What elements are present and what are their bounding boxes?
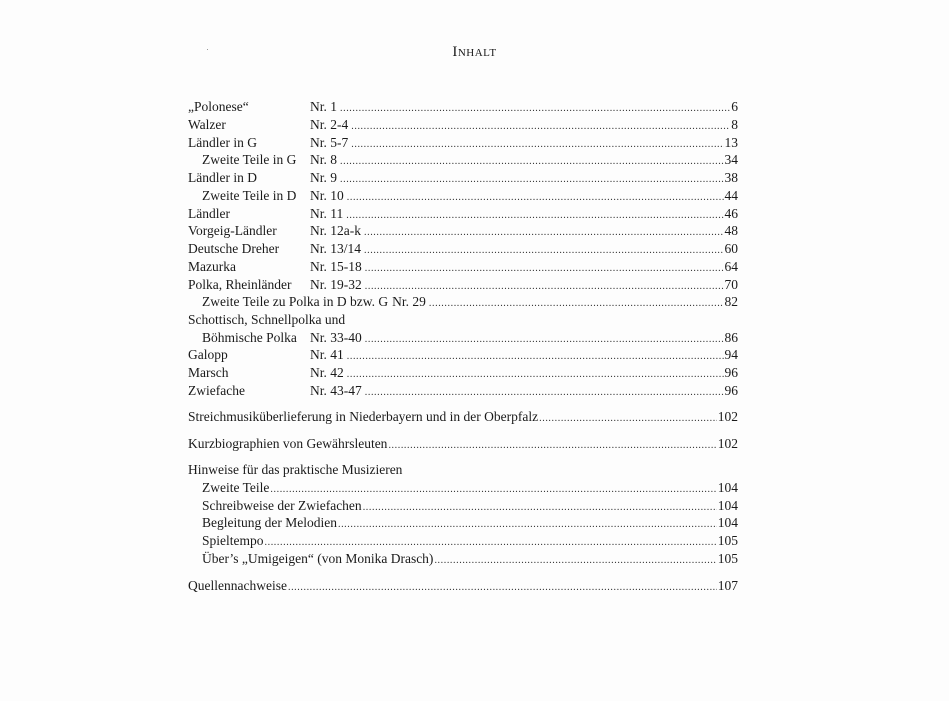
page-title: Inhalt: [452, 44, 497, 60]
entry-page: 8: [731, 117, 738, 132]
toc-entry: [188, 577, 738, 595]
entry-label: Vorgeig-Ländler: [188, 223, 277, 238]
entry-label: Zweite Teile in G: [202, 152, 297, 167]
entry-number: Nr. 9: [310, 170, 337, 185]
leader-dots: [340, 151, 724, 171]
leader-dots: [365, 382, 724, 402]
entry-label: Galopp: [188, 347, 228, 362]
entry-label: Quellennachweise: [188, 578, 287, 593]
leader-dots: [539, 408, 717, 428]
entry-label: Deutsche Dreher: [188, 241, 280, 256]
toc-entry: [188, 364, 738, 382]
leader-dots: [347, 187, 724, 207]
entry-page: 96: [724, 365, 738, 380]
toc-entry: [188, 222, 738, 240]
toc-entry: [202, 151, 738, 169]
entry-page: 104: [717, 498, 738, 513]
toc-entry: [188, 258, 738, 276]
entry-page: 105: [717, 533, 738, 548]
toc-entry: [188, 382, 738, 400]
leader-dots: [270, 479, 716, 499]
entry-number: Nr. 8: [310, 152, 337, 167]
entry-label: Ländler in G: [188, 135, 257, 150]
entry-number: Nr. 42: [310, 365, 344, 380]
toc-heading: [188, 461, 738, 479]
entry-number: Nr. 33-40: [310, 330, 362, 345]
entry-label: Zweite Teile: [202, 480, 270, 495]
leader-dots: [347, 364, 724, 384]
toc-entry: [202, 479, 738, 497]
entry-page: 105: [717, 551, 738, 566]
entry-number: Nr. 13/14: [310, 241, 362, 256]
entry-label: Polka, Rheinländer: [188, 277, 292, 292]
toc-entry: [188, 134, 738, 152]
entry-label: Streichmusiküberlieferung in Niederbayern und in der Oberpfalz: [188, 409, 539, 424]
entry-page: 13: [724, 135, 738, 150]
entry-label: Spieltempo: [202, 533, 264, 548]
toc-entry: [188, 116, 738, 134]
toc-entry: [188, 98, 738, 116]
entry-label: Zweite Teile zu Polka in D bzw. G: [202, 294, 389, 309]
entry-number: Nr. 41: [310, 347, 344, 362]
entry-page: 102: [717, 409, 738, 424]
entry-label: Schreibweise der Zwiefachen: [202, 498, 362, 513]
entry-page: 48: [724, 223, 738, 238]
entry-number: Nr. 19-32: [310, 277, 362, 292]
entry-number: Nr. 15-18: [310, 259, 362, 274]
entry-number: Nr. 43-47: [310, 383, 362, 398]
toc-entry: [188, 408, 738, 426]
entry-label: Ländler: [188, 206, 230, 221]
entry-page: 44: [724, 188, 738, 203]
entry-number: Nr. 1: [310, 99, 337, 114]
toc-entry: [188, 276, 738, 294]
entry-label: Schottisch, Schnellpolka und: [188, 312, 346, 327]
entry-page: 64: [724, 259, 738, 274]
entry-page: 60: [724, 241, 738, 256]
leader-dots: [364, 240, 723, 260]
entry-label: „Polonese“: [188, 99, 249, 114]
leader-dots: [338, 514, 717, 534]
entry-page: 102: [717, 436, 738, 451]
toc-entry: [202, 532, 738, 550]
entry-label: Marsch: [188, 365, 229, 380]
entry-page: 82: [724, 294, 738, 309]
leader-dots: [265, 532, 717, 552]
toc-entry: [202, 514, 738, 532]
entry-page: 34: [724, 152, 738, 167]
entry-number: Nr. 5-7: [310, 135, 349, 150]
entry-page: 107: [717, 578, 738, 593]
entry-label: Böhmische Polka: [202, 330, 297, 345]
entry-label: Ländler in D: [188, 170, 257, 185]
entry-label: Zweite Teile in D: [202, 188, 297, 203]
section-heading: Hinweise für das praktische Musizieren: [188, 462, 403, 477]
entry-page: 38: [724, 170, 738, 185]
entry-page: 86: [724, 330, 738, 345]
leader-dots: [347, 346, 724, 366]
entry-page: 104: [717, 480, 738, 495]
leader-dots: [340, 98, 730, 118]
entry-label: Kurzbiographien von Gewährsleuten: [188, 436, 388, 451]
leader-dots: [365, 258, 724, 278]
entry-page: 6: [731, 99, 738, 114]
toc-entry: [188, 435, 738, 453]
leader-dots: [364, 222, 724, 242]
toc-entry: [202, 187, 738, 205]
entry-label: Walzer: [188, 117, 226, 132]
leader-dots: [340, 169, 724, 189]
toc-entry: [188, 205, 738, 223]
entry-number: Nr. 29: [392, 294, 426, 309]
entry-label: Zwiefache: [188, 383, 245, 398]
toc-entry: [188, 240, 738, 258]
entry-page: 96: [724, 383, 738, 398]
entry-number: Nr. 2-4: [310, 117, 349, 132]
toc-entry: [202, 497, 738, 515]
entry-number: Nr. 11: [310, 206, 344, 221]
entry-label: Über’s „Umigeigen“ (von Monika Drasch): [202, 551, 434, 566]
entry-number: Nr. 10: [310, 188, 344, 203]
toc-entry: [188, 169, 738, 187]
leader-dots: [288, 577, 717, 597]
entry-label: Mazurka: [188, 259, 236, 274]
entry-page: 104: [717, 515, 738, 530]
toc-entry: [188, 311, 738, 329]
leader-dots: [434, 550, 716, 570]
toc-entry: [188, 346, 738, 364]
entry-page: 94: [724, 347, 738, 362]
toc-entry: [202, 329, 738, 347]
leader-dots: [429, 293, 724, 313]
leader-dots: [388, 435, 716, 455]
entry-label: Begleitung der Melodien: [202, 515, 337, 530]
entry-number: Nr. 12a-k: [310, 223, 361, 238]
leader-dots: [351, 116, 730, 136]
entry-page: 70: [724, 277, 738, 292]
toc-entry: [202, 550, 738, 568]
entry-page: 46: [724, 206, 738, 221]
toc-entry: [202, 293, 738, 311]
